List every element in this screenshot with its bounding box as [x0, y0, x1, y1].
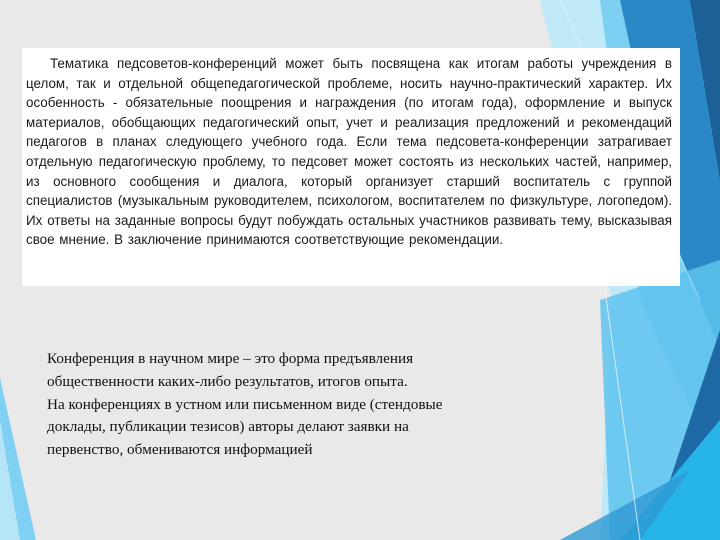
- conference-definition-block: [47, 348, 527, 462]
- main-paragraph: Тематика педсоветов-конференций может быть посвящена как итогам работы учреждения в целом, так и отдельной общепедагогической проблеме, носить научно-практический характер. Их особенность - обязательные поощрения и награждения (по итогам года), оформление и выпуск материалов, обобщающих педагогический опыт, учет и реализация предложений и рекомендаций педагогов в планах следующего учебного года. Если тема педсовета-конференции затрагивает отдельную педагогическую проблему, то педсовет может состоять из нескольких частей, например, из основного сообщения и диалога, который организует старший воспитатель с группой специалистов (музыкальным руководителем, психологом, воспитателем по физкультуре, логопедом). Их ответы на заданные вопросы будут побуждать остальных участников развивать тему, высказывая свое мнение. В заключение принимаются соответствующие рекомендации.: [26, 56, 672, 248]
- definition-line: первенство, обмениваются информацией: [47, 441, 313, 459]
- main-text-box: [22, 48, 680, 286]
- definition-line: общественности каких-либо результатов, итогов опыта.: [47, 372, 408, 390]
- definition-line: На конференциях в устном или письменном виде (стендовые: [47, 395, 443, 413]
- definition-line: доклады, публикации тезисов) авторы делают заявки на: [47, 418, 409, 436]
- definition-line: Конференция в научном мире – это форма предъявления: [47, 350, 414, 367]
